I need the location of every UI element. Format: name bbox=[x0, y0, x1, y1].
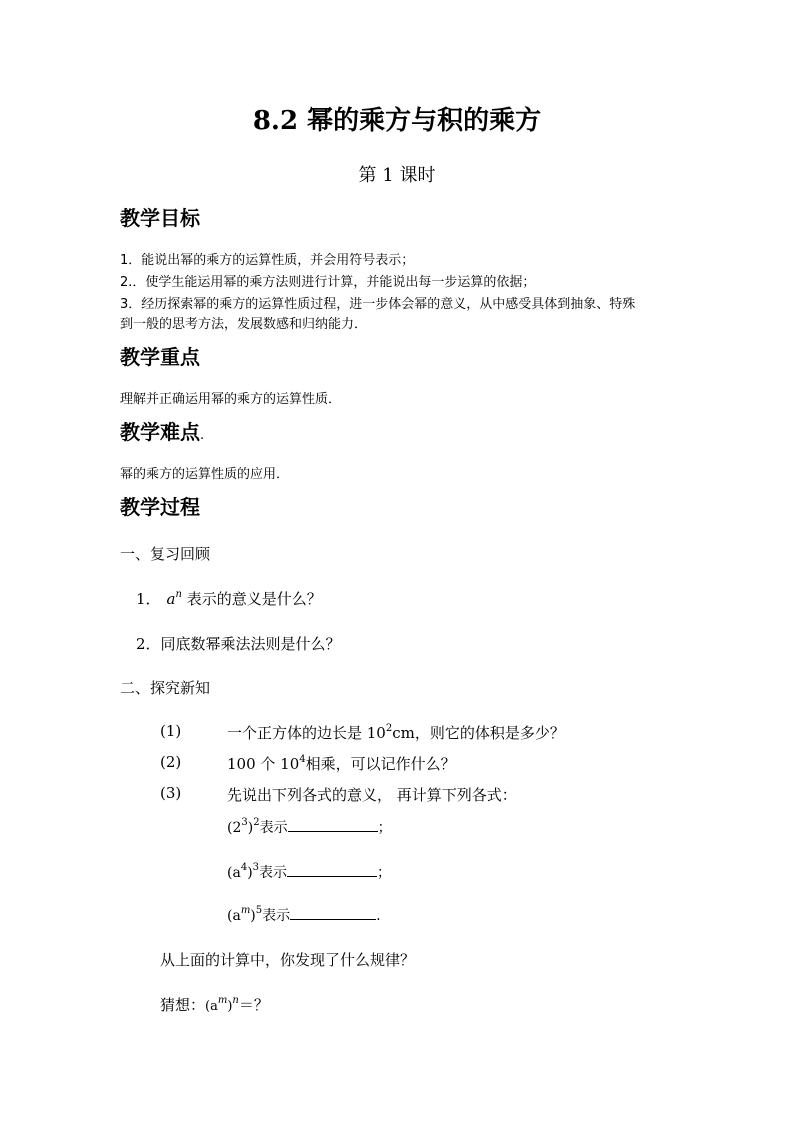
page-title: 8.2 幂的乘方与积的乘方 bbox=[252, 106, 542, 136]
explore-item-number: (3) bbox=[160, 784, 182, 802]
answer-blank bbox=[287, 861, 377, 877]
page-subtitle: 第 1 课时 bbox=[358, 165, 436, 186]
difficulties-text: 幂的乘方的运算性质的应用． bbox=[120, 467, 290, 482]
explore-item-number: (1) bbox=[160, 722, 182, 740]
review-heading: 一、复习回顾 bbox=[120, 545, 211, 563]
answer-blank bbox=[288, 816, 378, 832]
goal-item: 到一般的思考方法，发展数感和归纳能力． bbox=[120, 317, 368, 332]
power-expression-2: $(a^4)^3$表示 ； bbox=[227, 862, 392, 881]
goals-heading: 教学目标 bbox=[120, 206, 200, 230]
explore-item-text: 一个正方体的边长是 $10^2cm$，则它的体积是多少？ bbox=[227, 723, 565, 742]
power-expression-1: $(2^3)^2$表示 ； bbox=[227, 817, 392, 836]
guess-formula: 猜想：$(a^m)^n=$？ bbox=[160, 995, 269, 1014]
power-expression-3: $(a^m)^5$表示 . bbox=[227, 905, 381, 924]
difficulties-heading: 教学难点. bbox=[120, 420, 205, 444]
answer-blank bbox=[290, 904, 376, 920]
goal-item: 1．能说出幂的乘方的运算性质，并会用符号表示； bbox=[120, 253, 415, 268]
review-question-1: 1． $a^n$ 表示的意义是什么？ bbox=[136, 589, 322, 608]
explore-item-number: (2) bbox=[160, 753, 182, 771]
review-question-2: 2．同底数幂乘法法则是什么？ bbox=[136, 635, 341, 653]
keypoints-heading: 教学重点 bbox=[120, 345, 200, 369]
goal-item: 2.．使学生能运用幂的乘方法则进行计算，并能说出每一步运算的依据； bbox=[120, 275, 536, 290]
goal-item: 3．经历探索幂的乘方的运算性质过程，进一步体会幂的意义，从中感受具体到抽象、特殊 bbox=[120, 297, 636, 312]
pattern-question: 从上面的计算中，你发现了什么规律？ bbox=[160, 951, 416, 969]
explore-heading: 二、探究新知 bbox=[120, 679, 211, 697]
process-heading: 教学过程 bbox=[120, 495, 200, 519]
keypoints-text: 理解并正确运用幂的乘方的运算性质． bbox=[120, 392, 342, 407]
explore-item-text: 先说出下列各式的意义， 再计算下列各式： bbox=[227, 786, 517, 804]
explore-item-text: 100 个 $10^4$相乘，可以记作什么？ bbox=[227, 754, 456, 773]
